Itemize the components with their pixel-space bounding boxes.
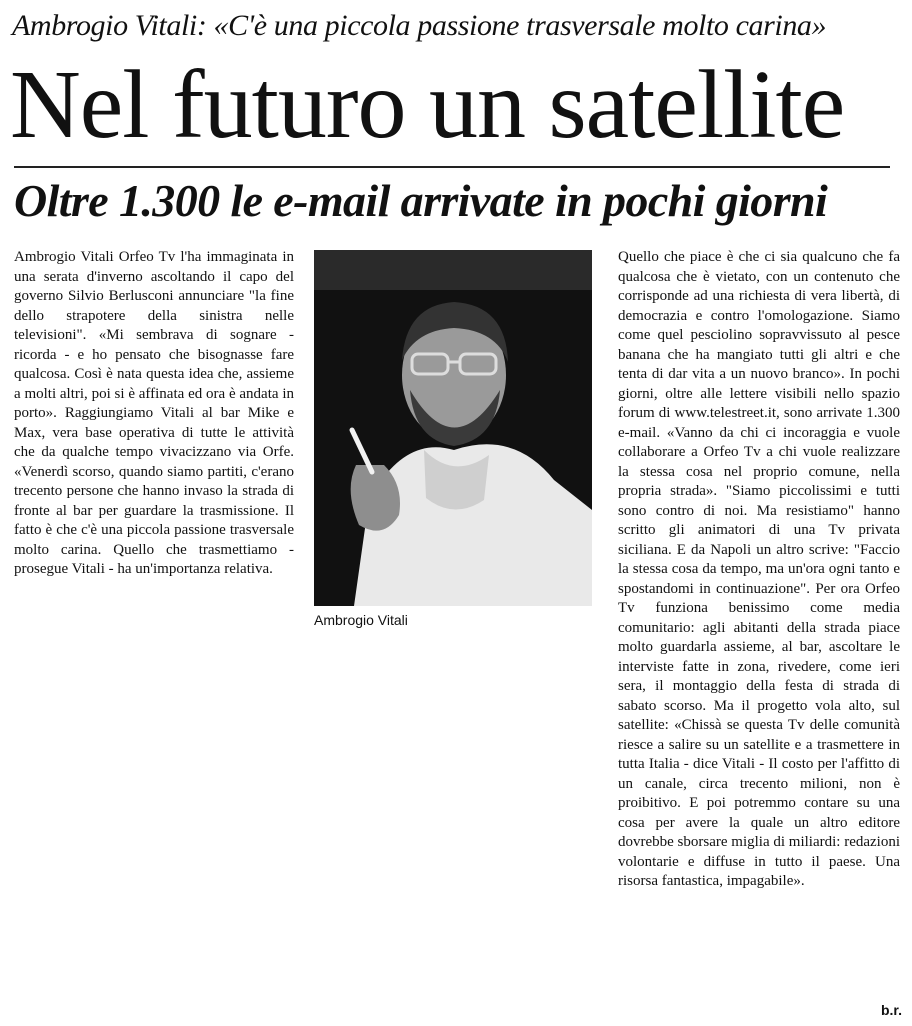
photo-caption: Ambrogio Vitali <box>314 612 408 628</box>
article-column-left <box>14 248 294 638</box>
portrait-photo <box>314 250 592 606</box>
article-headline: Nel futuro un satellite <box>10 51 845 159</box>
article-subheadline: Oltre 1.300 le e-mail arrivate in pochi giorni <box>14 175 828 226</box>
column-left-text: Ambrogio Vitali Orfeo Tv l'ha immaginata in una serata d'inverno ascoltando il capo del governo Silvio Berlusconi annunciare "la fine dello strapotere della sinistra nelle televisioni". «Mi sembrava di sognare - ricorda - e ho pensato che bisognasse fare qualcosa. Così è nata questa idea che, assieme a molti altri, poi si è affinata ed ora è andata in porto». Raggiungiamo Vitali al bar Mike e Max, vera base operativa di tutte le attività che da qualche tempo vivacizzano via Orfe. «Venerdì scorso, quando siamo partiti, c'erano trecento persone che hanno invaso la strada di fronte al bar per guardare la trasmissione. Il fatto è che c'è una piccola passione trasversale molto carina. Quello che trasmettiamo - prosegue Vitali - ha un'importanza relativa. <box>14 249 294 577</box>
article-kicker: Ambrogio Vitali: «C'è una piccola passione trasversale molto carina» <box>12 9 827 42</box>
article-column-right <box>618 248 900 993</box>
column-right-text: Quello che piace è che ci sia qualcuno che fa qualcosa che è vietato, con un contenuto che corrisponde ad una richiesta di vera libertà, di democrazia e contro l'omologazione. Siamo come quel pesciolino sopravvissuto al pesce banana che ha mangiato tutti gli altri e che tenta di dar vita a un nuovo branco». In pochi giorni, oltre alle lettere visibili nello spazio forum di www.telestreet.it, sono arrivate 1.300 e-mail. «Vanno da chi ci incoraggia e vuole collaborare a Orfeo Tv a chi vuole realizzare la stessa cosa nel proprio comune, nella propria strada». "Siamo piccolissimi e tutti sono contro di noi. Ma resistiamo" hanno scritto gli animatori di una Tv privata siciliana. E da Napoli un altro scrive: "Faccio la stessa cosa da tempo, ma un'ora ogni tanto e spostandomi in continuazione". Per ora Orfeo Tv funziona benissimo come media comunitario: agli abitanti della strada piace molto guardarla assieme, al bar, ascoltare le interviste fatte in zona, rivedere, come ieri sera, il montaggio della festa di strada di sabato scorso. Ma il progetto vola alto, sul satellite: «Chissà se questa Tv delle comunità riesce a salire su un satellite e a trasmettere in tutta Italia - dice Vitali - Il costo per l'affitto di un canale, circa trecento milioni, non è proibitivo. E poi potremmo contare su una cosa per avere la quale un altro editore dovrebbe sborsare miglia di miliardi: redazioni volontarie e diffuse in tutto il paese. Una risorsa fantastica, impagabile». <box>618 249 900 889</box>
author-byline: b.r. <box>880 1002 902 1018</box>
portrait-illustration <box>314 250 592 606</box>
headline-divider <box>14 166 890 168</box>
